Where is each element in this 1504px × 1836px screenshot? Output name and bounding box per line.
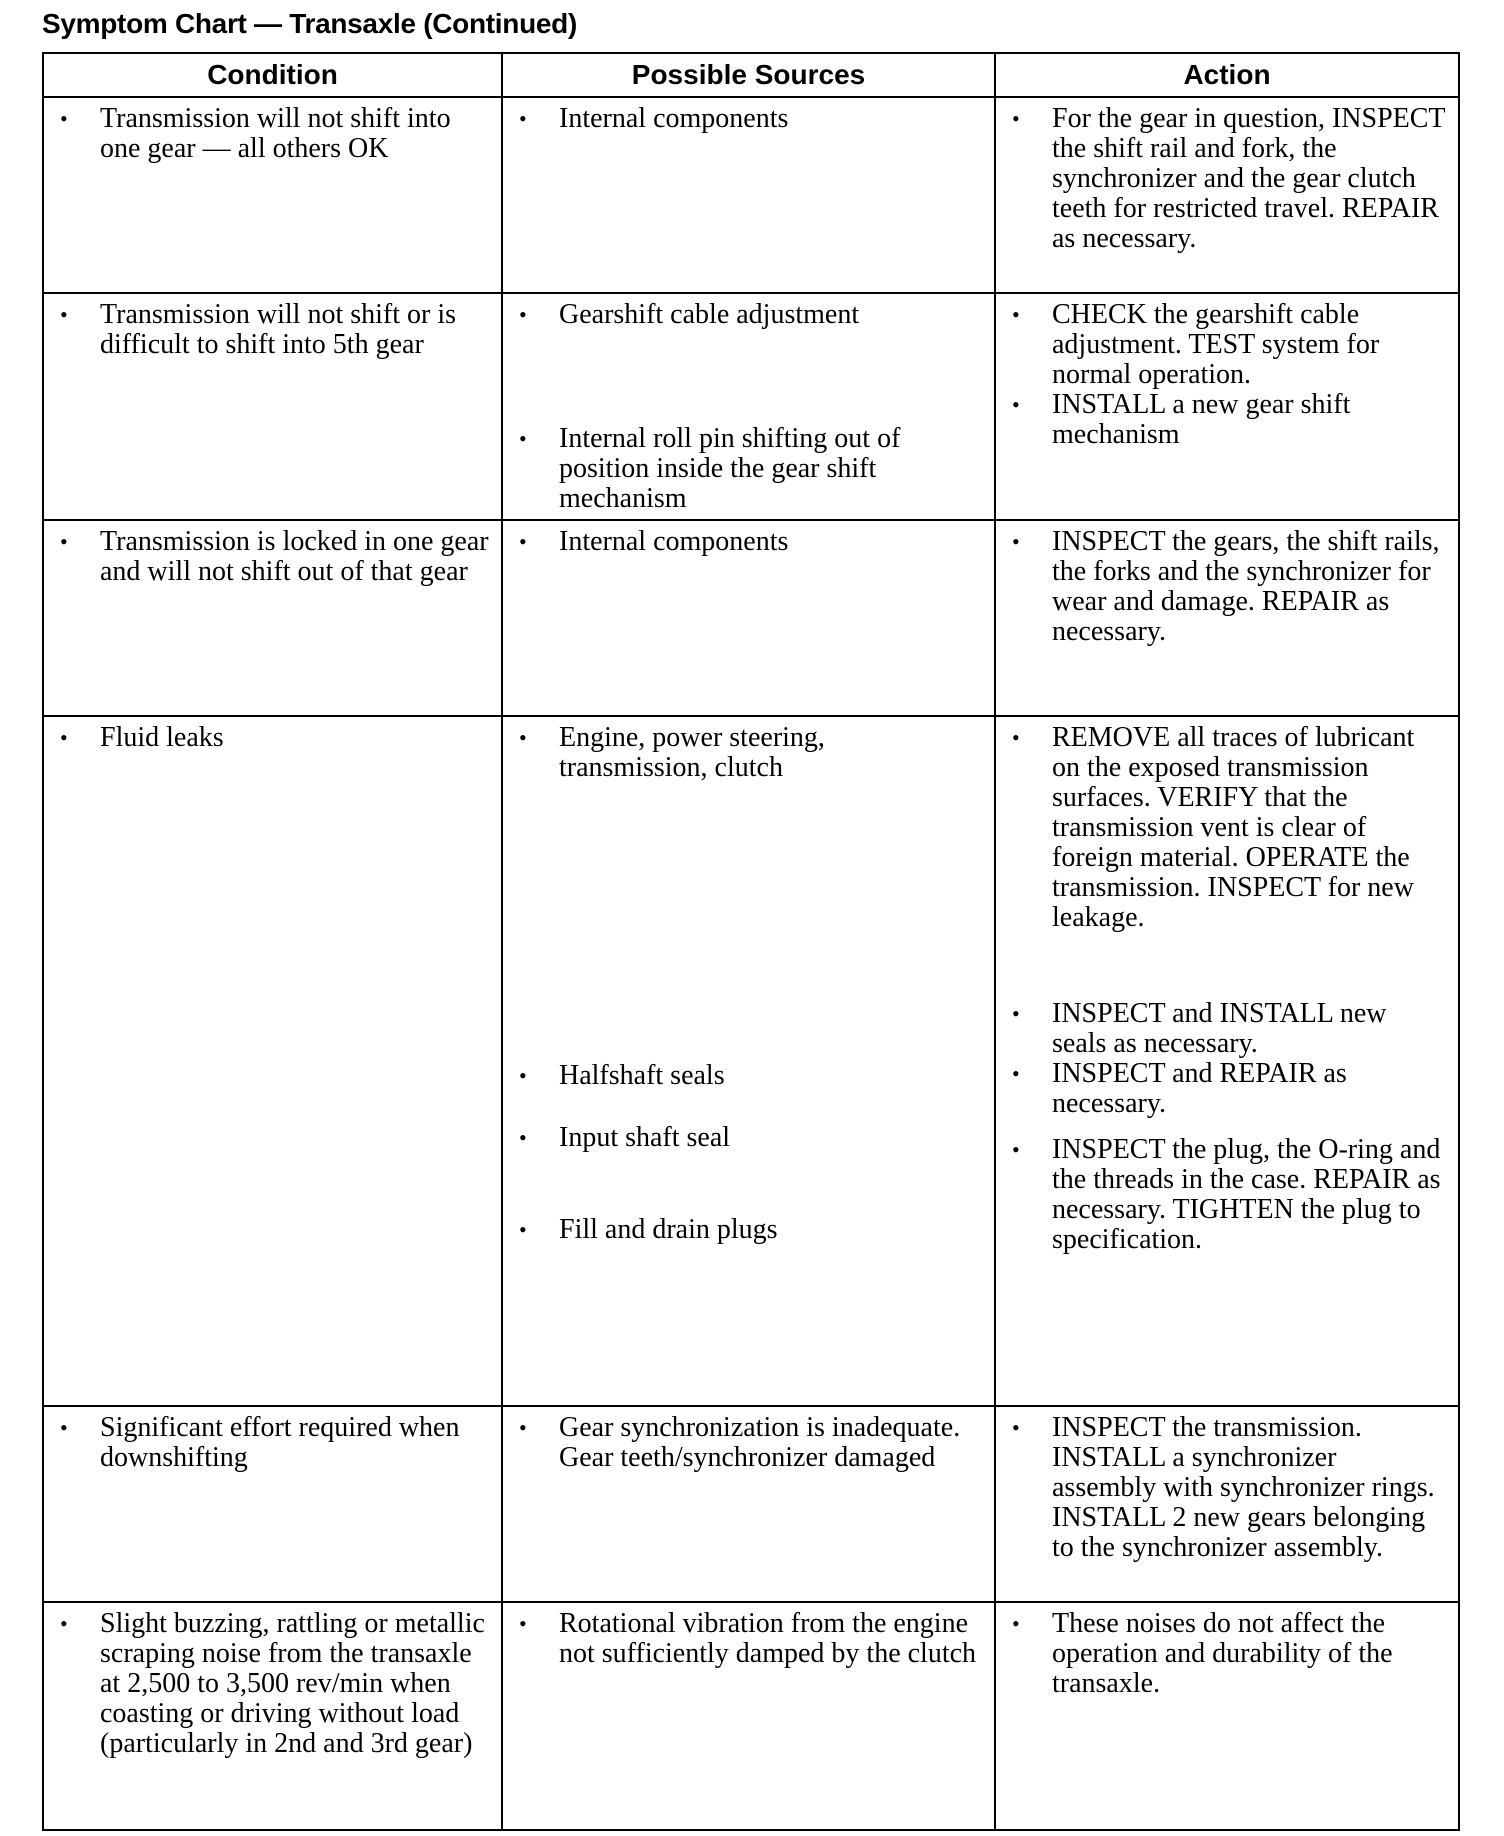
header-action: Action: [995, 53, 1459, 97]
source-item: • Engine, power steering, transmission, clutch: [519, 722, 825, 783]
table-row: [43, 1406, 1459, 1602]
bullet-icon: •: [60, 302, 68, 327]
bullet-icon: •: [1012, 1001, 1020, 1026]
bullet-icon: •: [60, 725, 68, 750]
action-item: • These noises do not affect the operation and durability of the transaxle.: [1012, 1608, 1393, 1699]
condition-item: • Transmission will not shift into one gear — all others OK: [60, 103, 451, 164]
table-row: [43, 1602, 1459, 1830]
bullet-icon: •: [519, 106, 527, 131]
bullet-icon: •: [519, 426, 527, 451]
page-title: Symptom Chart — Transaxle (Continued): [42, 8, 577, 39]
source-item: • Fill and drain plugs: [519, 1214, 778, 1245]
table-row: [43, 520, 1459, 716]
bullet-icon: •: [519, 1611, 527, 1636]
bullet-icon: •: [60, 1611, 68, 1636]
condition-item: • Significant effort required when downshifting: [60, 1412, 460, 1473]
bullet-icon: •: [519, 1415, 527, 1440]
bullet-icon: •: [1012, 529, 1020, 554]
condition-item: • Transmission will not shift or is difficult to shift into 5th gear: [60, 299, 457, 360]
bullet-icon: •: [519, 1217, 527, 1242]
condition-item: • Transmission is locked in one gear and will not shift out of that gear: [60, 526, 489, 587]
table-row: [43, 716, 1459, 1406]
bullet-icon: •: [519, 1063, 527, 1088]
bullet-icon: •: [519, 1125, 527, 1150]
bullet-icon: •: [1012, 725, 1020, 750]
bullet-icon: •: [519, 302, 527, 327]
symptom-chart-table: [42, 52, 1460, 1831]
action-item: • INSPECT the gears, the shift rails, the forks and the synchronizer for wear and damage. REPAIR as necessary.: [1012, 526, 1440, 647]
bullet-icon: •: [1012, 1611, 1020, 1636]
table-row: [43, 97, 1459, 293]
action-item: • INSPECT the transmission. INSTALL a synchronizer assembly with synchronizer rings. INSTALL 2 new gears belonging to the synchronizer assembly.: [1012, 1412, 1435, 1563]
source-item: • Internal roll pin shifting out of position inside the gear shift mechanism: [519, 423, 901, 514]
table-row: [43, 293, 1459, 520]
source-item: • Rotational vibration from the engine not sufficiently damped by the clutch: [519, 1608, 977, 1669]
source-item: • Internal components: [519, 103, 789, 134]
bullet-icon: •: [1012, 392, 1020, 417]
header-condition: Condition: [43, 53, 502, 97]
bullet-icon: •: [1012, 1137, 1020, 1162]
bullet-icon: •: [60, 529, 68, 554]
bullet-icon: •: [1012, 1415, 1020, 1440]
bullet-icon: •: [60, 106, 68, 131]
source-item: • Internal components: [519, 526, 789, 557]
action-item: • CHECK the gearshift cable adjustment. TEST system for normal operation.: [1012, 299, 1380, 390]
condition-item: • Fluid leaks: [60, 722, 224, 753]
action-item: • INSTALL a new gear shift mechanism: [1012, 389, 1351, 450]
source-item: • Gearshift cable adjustment: [519, 299, 860, 330]
condition-item: • Slight buzzing, rattling or metallic scraping noise from the transaxle at 2,500 to 3,500 rev/min when coasting or driving without load (particularly in 2nd and 3rd gear): [60, 1608, 485, 1759]
action-item: • For the gear in question, INSPECT the shift rail and fork, the synchronizer and the gear clutch teeth for restricted travel. REPAIR as necessary.: [1012, 103, 1446, 254]
header-possible-sources: Possible Sources: [502, 53, 995, 97]
bullet-icon: •: [519, 725, 527, 750]
source-item: • Halfshaft seals: [519, 1060, 725, 1091]
source-item: • Gear synchronization is inadequate. Gear teeth/synchronizer damaged: [519, 1412, 961, 1473]
source-item: • Input shaft seal: [519, 1122, 731, 1153]
table-header-row: [43, 53, 1459, 97]
action-item: • INSPECT the plug, the O-ring and the threads in the case. REPAIR as necessary. TIGHTEN the plug to specification.: [1012, 1134, 1441, 1255]
bullet-icon: •: [60, 1415, 68, 1440]
bullet-icon: •: [1012, 302, 1020, 327]
bullet-icon: •: [1012, 1061, 1020, 1086]
bullet-icon: •: [1012, 106, 1020, 131]
action-item: • INSPECT and INSTALL new seals as necessary.: [1012, 998, 1387, 1059]
action-item: • REMOVE all traces of lubricant on the exposed transmission surfaces. VERIFY that the transmission vent is clear of foreign material. OPERATE the transmission. INSPECT for new leakage.: [1012, 722, 1415, 933]
action-item: • INSPECT and REPAIR as necessary.: [1012, 1058, 1347, 1119]
bullet-icon: •: [519, 529, 527, 554]
